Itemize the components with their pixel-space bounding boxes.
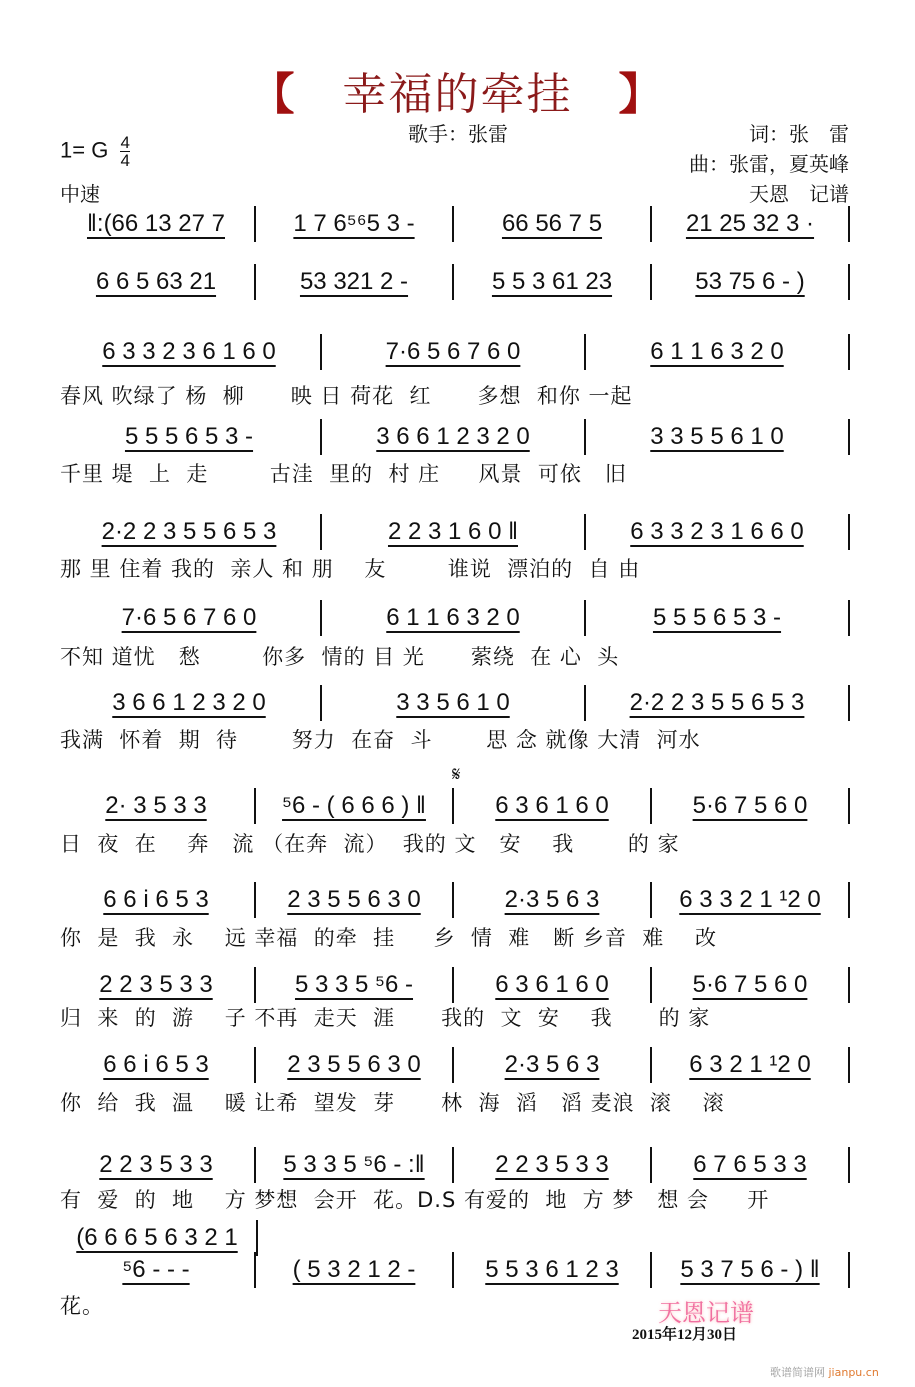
measure xyxy=(58,886,254,914)
notation-row xyxy=(58,1045,850,1085)
bar-line xyxy=(848,600,850,636)
measure xyxy=(58,1256,254,1284)
time-sig-bottom: 4 xyxy=(120,151,130,170)
singer: 歌手：张雷 xyxy=(408,122,508,146)
measure xyxy=(652,1151,848,1179)
measure xyxy=(652,1051,848,1079)
bar-line xyxy=(848,514,850,550)
bar-line xyxy=(848,685,850,721)
measure xyxy=(58,971,254,999)
measure xyxy=(58,689,320,717)
measure xyxy=(454,886,650,914)
measure-notes: 2 3 5 5 6 3 0 xyxy=(287,886,421,913)
lyrics-line: 你 是 我 永 远 幸福 的牵 挂 乡 情 难 断 乡音 难 改 xyxy=(60,926,717,950)
song-title xyxy=(0,58,915,122)
notation-row xyxy=(58,1145,850,1185)
measure-notes: 5·6 7 5 6 0 xyxy=(692,971,808,998)
measure xyxy=(652,886,848,914)
bar-line xyxy=(848,206,850,242)
notation-row xyxy=(58,786,850,826)
measure xyxy=(652,210,848,238)
segno-icon: 𝄋 xyxy=(452,762,461,786)
measure-notes: 2 3 5 5 6 3 0 xyxy=(287,1051,421,1078)
measure-notes: 66 56 7 5 xyxy=(501,210,603,237)
measure xyxy=(58,792,254,820)
measure-notes: ‖:(66 13 27 7 xyxy=(86,210,225,237)
measure xyxy=(256,971,452,999)
lyrics-line: 不知 道忧 愁 你多 情的 目 光 萦绕 在 心 头 xyxy=(60,645,620,669)
measure-notes: 5 3 3 5 ⁵6 - :‖ xyxy=(283,1151,425,1178)
measure xyxy=(652,792,848,820)
watermark xyxy=(770,1364,879,1380)
measure-notes: 6 1 1 6 3 2 0 xyxy=(650,338,784,365)
measure-notes: 5·6 7 5 6 0 xyxy=(692,792,808,819)
measure-notes: 5 5 5 6 5 3 - xyxy=(124,423,254,450)
bar-line xyxy=(848,882,850,918)
measure xyxy=(652,268,848,296)
measure-notes: 6 3 3 2 3 6 1 6 0 xyxy=(102,338,276,365)
measure xyxy=(58,518,320,546)
measure xyxy=(454,268,650,296)
title-text: 幸福的牵挂 xyxy=(342,69,573,120)
notation-row xyxy=(58,683,850,723)
measure xyxy=(586,604,848,632)
bar-line xyxy=(848,1147,850,1183)
lyrics-line: 千里 堤 上 走 古洼 里的 村 庄 风景 可依 旧 xyxy=(60,462,627,486)
lyrics-line: 你 给 我 温 暖 让希 望发 芽 林 海 滔 滔 麦浪 滚 滚 xyxy=(60,1091,725,1115)
time-signature xyxy=(120,134,129,169)
measure-notes: 6 3 6 1 6 0 xyxy=(495,971,609,998)
watermark-site: 歌谱简谱网 xyxy=(770,1366,825,1379)
composer: 曲：张雷，夏英峰 xyxy=(689,152,849,176)
key-signature xyxy=(60,134,130,169)
measure xyxy=(256,210,452,238)
measure xyxy=(58,604,320,632)
title-bracket-left: 【 xyxy=(250,69,297,120)
notation-row xyxy=(58,598,850,638)
measure xyxy=(58,268,254,296)
lyrics-line: 我满 怀着 期 待 努力 在奋 斗 思 念 就像 大清 河水 xyxy=(60,728,701,752)
measure-notes: 2 2 3 5 3 3 xyxy=(495,1151,609,1178)
measure xyxy=(454,1151,650,1179)
measure-notes: 1 7 6⁵⁶5 3 - xyxy=(293,210,415,237)
measure xyxy=(454,792,650,820)
notation-row xyxy=(58,204,850,244)
transcriber-signature: 天恩记谱 xyxy=(658,1299,754,1327)
transcriber: 天恩 记谱 xyxy=(749,182,849,206)
measure xyxy=(256,268,452,296)
measure-notes: 2 2 3 5 3 3 xyxy=(99,971,213,998)
measure-notes: 6 3 6 1 6 0 xyxy=(495,792,609,819)
measure xyxy=(586,423,848,451)
bar-line xyxy=(848,788,850,824)
bar-line xyxy=(848,967,850,1003)
measure xyxy=(454,210,650,238)
measure xyxy=(58,1051,254,1079)
measure-notes: 6 3 3 2 1 ¹2 0 xyxy=(679,886,821,913)
bar-line xyxy=(848,334,850,370)
measure xyxy=(322,689,584,717)
measure-notes: 21 25 32 3 · xyxy=(685,210,815,237)
measure xyxy=(454,1051,650,1079)
measure-notes: 3 3 5 6 1 0 xyxy=(396,689,510,716)
measure-notes: 2 2 3 5 3 3 xyxy=(99,1151,213,1178)
measure-notes: 6 7 6 5 3 3 xyxy=(693,1151,807,1178)
measure-notes: ( 5 3 2 1 2 - xyxy=(292,1256,416,1283)
measure-notes: 5 3 7 5 6 - ) ‖ xyxy=(680,1256,820,1283)
notation-row xyxy=(58,417,850,457)
measure xyxy=(58,1151,254,1179)
lyrics-line: 归 来 的 游 子 不再 走天 涯 我的 文 安 我 的 家 xyxy=(60,1006,711,1030)
measure-notes: 5 5 3 6 1 2 3 xyxy=(485,1256,619,1283)
measure xyxy=(586,518,848,546)
measure-notes: 2 2 3 1 6 0 ‖ xyxy=(387,518,518,545)
measure xyxy=(322,338,584,366)
bar-line xyxy=(848,419,850,455)
measure-notes: 5 5 3 61 23 xyxy=(491,268,613,295)
measure-notes: 53 75 6 - ) xyxy=(695,268,805,295)
measure-notes: 7·6 5 6 7 6 0 xyxy=(385,338,521,365)
date: 2015年12月30日 xyxy=(632,1327,738,1343)
lyrics-line: 有 爱 的 地 方 梦想 会开 花。D.S 有爱的 地 方 梦 想 会 开 xyxy=(60,1188,770,1212)
bar-line xyxy=(848,264,850,300)
measure-notes: 2·2 2 3 5 5 6 5 3 xyxy=(629,689,805,716)
measure xyxy=(586,689,848,717)
measure xyxy=(256,886,452,914)
measure-notes: 6 6 5 63 21 xyxy=(95,268,217,295)
measure-notes: 3 6 6 1 2 3 2 0 xyxy=(376,423,530,450)
measure-notes: ⁵6 - - - xyxy=(122,1256,190,1283)
measure-notes: 2·3 5 6 3 xyxy=(504,1051,600,1078)
measure xyxy=(454,1256,650,1284)
measure xyxy=(58,1224,256,1252)
watermark-url: jianpu.cn xyxy=(828,1366,879,1379)
measure-notes: ⁵6 - ( 6 6 6 ) ‖ xyxy=(282,792,426,819)
key-text: 1= G xyxy=(60,137,109,163)
measure-notes: 6 6 i 6 5 3 xyxy=(103,886,209,913)
notation-row xyxy=(58,1250,850,1290)
measure-notes: 2· 3 5 3 3 xyxy=(105,792,207,819)
measure xyxy=(256,1151,452,1179)
measure xyxy=(652,1256,848,1284)
measure xyxy=(58,338,320,366)
measure xyxy=(652,971,848,999)
measure xyxy=(322,604,584,632)
notation-row xyxy=(58,512,850,552)
notation-row xyxy=(58,262,850,302)
time-sig-top: 4 xyxy=(120,133,130,152)
lyricist: 词：张 雷 xyxy=(749,122,849,146)
title-bracket-right: 】 xyxy=(618,69,665,120)
measure xyxy=(256,1256,452,1284)
measure xyxy=(454,971,650,999)
lyrics-line: 那 里 住着 我的 亲人 和 朋 友 谁说 漂泊的 自 由 xyxy=(60,557,641,581)
lyrics-line: 花。 xyxy=(60,1294,104,1318)
measure-notes: 3 6 6 1 2 3 2 0 xyxy=(112,689,266,716)
measure xyxy=(256,792,452,820)
measure-notes: 7·6 5 6 7 6 0 xyxy=(121,604,257,631)
notation-row xyxy=(58,965,850,1005)
lyrics-line: 日 夜 在 奔 流 （在奔 流） 我的 文 安 我 的 家 xyxy=(60,832,680,856)
measure xyxy=(322,518,584,546)
measure-notes: 2·3 5 6 3 xyxy=(504,886,600,913)
measure-notes: 6 6 i 6 5 3 xyxy=(103,1051,209,1078)
measure-notes: 6 3 2 1 ¹2 0 xyxy=(689,1051,811,1078)
notation-row xyxy=(58,880,850,920)
measure-notes: 6 3 3 2 3 1 6 6 0 xyxy=(630,518,804,545)
lyrics-line: 春风 吹绿了 杨 柳 映 日 荷花 红 多想 和你 一起 xyxy=(60,384,633,408)
measure xyxy=(322,423,584,451)
measure-notes: 3 3 5 5 6 1 0 xyxy=(650,423,784,450)
measure xyxy=(58,210,254,238)
bar-line xyxy=(848,1252,850,1288)
measure xyxy=(586,338,848,366)
measure xyxy=(58,423,320,451)
measure-notes: 6 1 1 6 3 2 0 xyxy=(386,604,520,631)
measure-notes: 2·2 2 3 5 5 6 5 3 xyxy=(101,518,277,545)
measure-notes: (6 6 6 5 6 3 2 1 xyxy=(76,1224,238,1251)
measure xyxy=(256,1051,452,1079)
measure-notes: 5 5 5 6 5 3 - xyxy=(652,604,782,631)
notation-row xyxy=(58,332,850,372)
tempo: 中速 xyxy=(60,182,100,206)
measure-notes: 53 321 2 - xyxy=(299,268,409,295)
measure-notes: 5 3 3 5 ⁵6 - xyxy=(294,971,414,998)
bar-line xyxy=(848,1047,850,1083)
